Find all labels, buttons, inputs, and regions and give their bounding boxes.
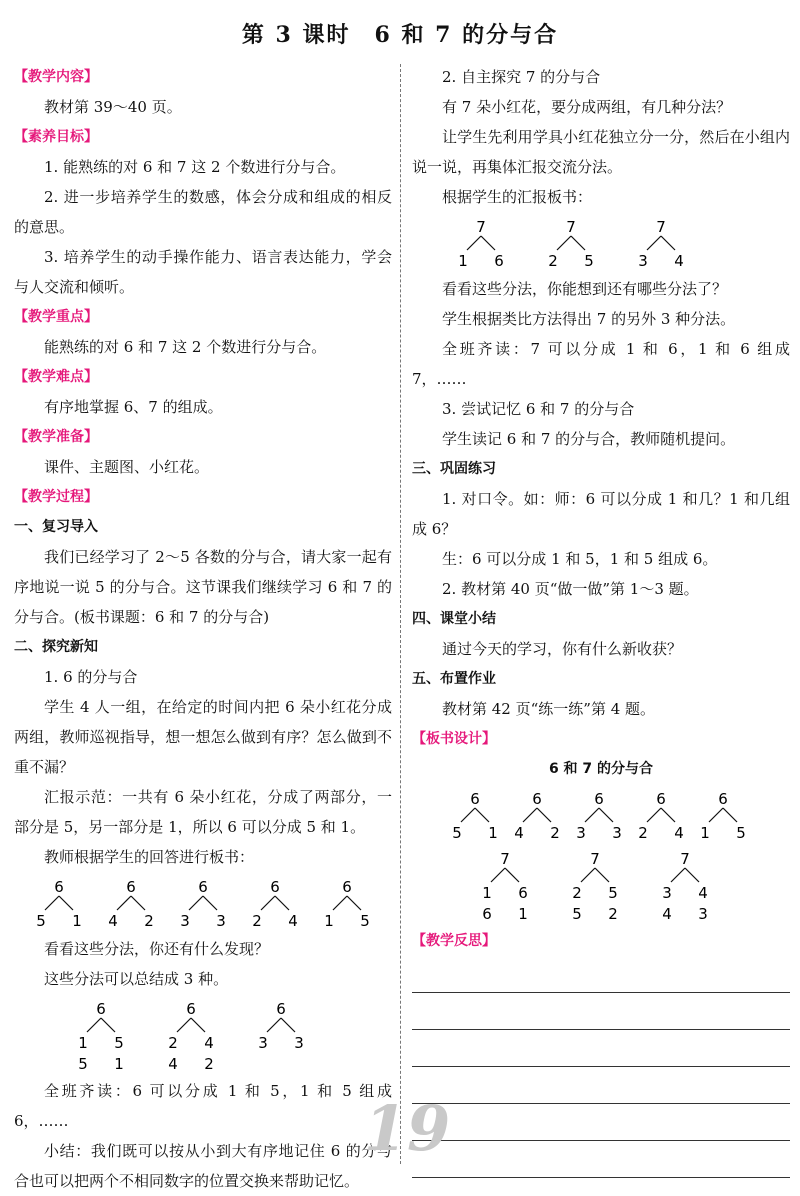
decomp-total: 6 xyxy=(54,878,64,896)
decomposition-diagram xyxy=(248,876,302,932)
decomp-branch-left xyxy=(333,896,347,910)
decomp-total: 7 xyxy=(680,850,690,868)
decomp-part-left: 5 xyxy=(36,912,46,930)
decomp-part-right: 4 xyxy=(674,252,684,270)
decomp-branch-right xyxy=(131,896,145,910)
decomp-branch-left xyxy=(87,1018,101,1032)
decomp-total: 6 xyxy=(342,878,352,896)
decomp-part-left: 3 xyxy=(180,912,190,930)
decomp-part-right-swapped: 2 xyxy=(204,1055,214,1073)
decomposition-diagram xyxy=(658,848,712,924)
decomp-part-right-swapped: 1 xyxy=(518,905,528,923)
column-divider xyxy=(400,64,401,1164)
decomp-part-left: 3 xyxy=(258,1034,268,1052)
right-para-7: 学生读记 6 和 7 的分与合，教师随机提问。 xyxy=(442,430,736,448)
decomp-part-right: 5 xyxy=(736,824,746,842)
decomp-total: 7 xyxy=(566,218,576,236)
decomposition-diagram xyxy=(544,216,598,272)
decomp-part-right: 2 xyxy=(144,912,154,930)
explore-para-6: 全班齐读：6 可以分成 1 和 5，1 和 5 组成 6，…… xyxy=(14,1082,392,1130)
explore-sub-1: 1. 6 的分与合 xyxy=(44,668,138,686)
decomp-6-row xyxy=(14,876,392,932)
decomp-part-left: 1 xyxy=(324,912,334,930)
decomp-part-right: 4 xyxy=(204,1034,214,1052)
decomposition-diagram xyxy=(32,876,86,932)
difficult-text: 有序地掌握 6、7 的组成。 xyxy=(44,398,223,416)
decomp-part-right: 3 xyxy=(612,824,622,842)
decomp-branch-left xyxy=(189,896,203,910)
decomp-part-left: 2 xyxy=(252,912,262,930)
decomp-branch-left xyxy=(585,808,599,822)
tag-process: 【教学过程】 xyxy=(14,489,98,505)
decomp-branch-right xyxy=(475,808,489,822)
board-title: 6 和 7 的分与合 xyxy=(548,761,654,777)
right-para-4: 看看这些分法，你能想到还有哪些分法了？ xyxy=(442,280,728,298)
decomp-part-right: 5 xyxy=(114,1034,124,1052)
goal-1: 1. 能熟练的对 6 和 7 这 2 个数进行分与合。 xyxy=(44,158,346,176)
decomp-part-right-swapped: 3 xyxy=(698,905,708,923)
decomp-total: 6 xyxy=(96,1000,106,1018)
decomp-part-left-swapped: 4 xyxy=(168,1055,178,1073)
decomp-total: 6 xyxy=(186,1000,196,1018)
decomposition-diagram xyxy=(696,788,750,844)
decomp-total: 6 xyxy=(594,790,604,808)
section-summary: 四、课堂小结 xyxy=(412,611,496,627)
decomp-total: 7 xyxy=(476,218,486,236)
decomposition-diagram xyxy=(478,848,532,924)
homework-para: 教材第 42 页“练一练”第 4 题。 xyxy=(442,700,656,718)
decomp-total: 6 xyxy=(470,790,480,808)
reflection-line[interactable] xyxy=(412,1030,790,1067)
decomp-part-left: 3 xyxy=(576,824,586,842)
decomp-part-right-swapped: 2 xyxy=(608,905,618,923)
decomp-branch-left xyxy=(117,896,131,910)
decomp-part-right: 1 xyxy=(488,824,498,842)
decomposition-diagram xyxy=(454,216,508,272)
tag-teaching-content: 【教学内容】 xyxy=(14,69,98,85)
summary-para: 通过今天的学习，你有什么新收获？ xyxy=(442,640,683,658)
right-para-5: 学生根据类比方法得出 7 的另外 3 种分法。 xyxy=(442,310,736,328)
decomp-total: 7 xyxy=(590,850,600,868)
decomp-6-summary-row xyxy=(14,998,392,1074)
decomposition-diagram xyxy=(104,876,158,932)
section-explore: 二、探究新知 xyxy=(14,639,98,655)
decomp-total: 6 xyxy=(270,878,280,896)
content-text: 教材第 39～40 页。 xyxy=(44,98,182,116)
decomp-total: 7 xyxy=(500,850,510,868)
decomp-part-left-swapped: 4 xyxy=(662,905,672,923)
decomp-part-right: 6 xyxy=(494,252,504,270)
explore-para-4: 看看这些分法，你还有什么发现？ xyxy=(44,940,270,958)
tag-goals: 【素养目标】 xyxy=(14,129,98,145)
review-text: 我们已经学习了 2～5 各数的分与合，请大家一起有序地说一说 5 的分与合。这节课我们继续学习 6 和 7 的分与合。(板书课题：6 和 7 的分与合) xyxy=(14,548,392,626)
decomp-part-right: 6 xyxy=(518,884,528,902)
decomposition-diagram xyxy=(164,998,218,1074)
decomp-branch-left xyxy=(491,868,505,882)
decomp-branch-right xyxy=(661,236,675,250)
reflection-line[interactable] xyxy=(412,1104,790,1141)
decomp-part-left: 2 xyxy=(548,252,558,270)
decomp-branch-right xyxy=(571,236,585,250)
decomp-branch-left xyxy=(261,896,275,910)
decomp-part-right: 5 xyxy=(608,884,618,902)
decomposition-diagram xyxy=(634,216,688,272)
decomposition-diagram xyxy=(254,998,308,1074)
decomp-branch-left xyxy=(177,1018,191,1032)
explore-sub-3: 3. 尝试记忆 6 和 7 的分与合 xyxy=(442,400,635,418)
decomp-total: 6 xyxy=(532,790,542,808)
key-text: 能熟练的对 6 和 7 这 2 个数进行分与合。 xyxy=(44,338,327,356)
right-para-3: 根据学生的汇报板书： xyxy=(442,188,593,206)
decomposition-diagram xyxy=(572,788,626,844)
board-7-row xyxy=(412,848,790,924)
decomp-branch-right xyxy=(191,1018,205,1032)
decomp-part-left: 1 xyxy=(700,824,710,842)
decomp-part-right-swapped: 1 xyxy=(114,1055,124,1073)
decomp-branch-right xyxy=(661,808,675,822)
decomp-part-right: 3 xyxy=(294,1034,304,1052)
decomp-part-left-swapped: 6 xyxy=(482,905,492,923)
decomp-branch-left xyxy=(267,1018,281,1032)
decomp-branch-left xyxy=(557,236,571,250)
decomp-part-left: 4 xyxy=(108,912,118,930)
left-column xyxy=(14,62,392,1196)
right-para-2: 让学生先利用学具小红花独立分一分，然后在小组内说一说，再集体汇报交流分法。 xyxy=(412,128,790,176)
decomp-branch-right xyxy=(281,1018,295,1032)
decomp-part-left: 2 xyxy=(638,824,648,842)
prep-text: 课件、主题图、小红花。 xyxy=(44,458,210,476)
practice-para-3: 2. 教材第 40 页“做一做”第 1～3 题。 xyxy=(442,580,699,598)
decomp-branch-right xyxy=(59,896,73,910)
section-homework: 五、布置作业 xyxy=(412,671,496,687)
decomp-part-left: 2 xyxy=(572,884,582,902)
decomp-branch-left xyxy=(671,868,685,882)
decomposition-diagram xyxy=(510,788,564,844)
decomposition-diagram xyxy=(176,876,230,932)
reflection-lines xyxy=(412,956,790,1178)
decomp-branch-right xyxy=(537,808,551,822)
decomp-part-left: 2 xyxy=(168,1034,178,1052)
decomposition-diagram xyxy=(320,876,374,932)
page-number: 19 xyxy=(363,1092,451,1165)
explore-para-3: 教师根据学生的回答进行板书： xyxy=(44,848,255,866)
decomp-part-left-swapped: 5 xyxy=(572,905,582,923)
decomp-part-left: 3 xyxy=(662,884,672,902)
decomp-total: 6 xyxy=(198,878,208,896)
decomp-branch-right xyxy=(685,868,699,882)
decomp-part-right: 5 xyxy=(584,252,594,270)
decomp-total: 6 xyxy=(276,1000,286,1018)
tag-board-design: 【板书设计】 xyxy=(412,731,496,747)
explore-para-1: 学生 4 人一组，在给定的时间内把 6 朵小红花分成两组，教师巡视指导，想一想怎么做到有序？怎么做到不重不漏？ xyxy=(14,698,392,776)
tag-preparation: 【教学准备】 xyxy=(14,429,98,445)
decomp-branch-left xyxy=(467,236,481,250)
reflection-line[interactable] xyxy=(412,956,790,993)
decomp-branch-right xyxy=(203,896,217,910)
explore-para-2: 汇报示范：一共有 6 朵小红花，分成了两部分，一部分是 5，另一部分是 1，所以 6 可以分成 5 和 1。 xyxy=(14,788,392,836)
decomp-part-right: 2 xyxy=(550,824,560,842)
decomp-branch-left xyxy=(461,808,475,822)
decomp-branch-left xyxy=(581,868,595,882)
decomp-branch-right xyxy=(347,896,361,910)
decomp-part-right: 4 xyxy=(288,912,298,930)
decomp-branch-right xyxy=(723,808,737,822)
decomp-branch-left xyxy=(45,896,59,910)
explore-para-7: 小结：我们既可以按从小到大有序地记住 6 的分与合也可以把两个不相同数字的位置交换来帮助记忆。 xyxy=(14,1142,392,1190)
right-para-6: 全班齐读：7 可以分成 1 和 6，1 和 6 组成 7，…… xyxy=(412,340,790,388)
reflection-line[interactable] xyxy=(412,1141,790,1178)
right-para-1: 有 7 朵小红花，要分成两组，有几种分法？ xyxy=(442,98,732,116)
explore-sub-2: 2. 自主探究 7 的分与合 xyxy=(442,68,601,86)
decomp-total: 7 xyxy=(656,218,666,236)
tag-key-points: 【教学重点】 xyxy=(14,309,98,325)
decomp-branch-left xyxy=(647,236,661,250)
board-6-row xyxy=(412,788,790,844)
decomp-total: 6 xyxy=(656,790,666,808)
decomp-branch-right xyxy=(505,868,519,882)
decomp-part-left: 1 xyxy=(458,252,468,270)
explore-para-5: 这些分法可以总结成 3 种。 xyxy=(44,970,229,988)
decomposition-diagram xyxy=(448,788,502,844)
decomp-branch-right xyxy=(481,236,495,250)
goal-2: 2. 进一步培养学生的数感，体会分成和组成的相反的意思。 xyxy=(14,188,392,236)
reflection-line[interactable] xyxy=(412,1067,790,1104)
goal-3: 3. 培养学生的动手操作能力、语言表达能力，学会与人交流和倾听。 xyxy=(14,248,392,296)
decomp-part-right: 3 xyxy=(216,912,226,930)
decomp-total: 6 xyxy=(126,878,136,896)
decomp-part-left: 3 xyxy=(638,252,648,270)
practice-para-2: 生：6 可以分成 1 和 5，1 和 5 组成 6。 xyxy=(442,550,718,568)
reflection-line[interactable] xyxy=(412,993,790,1030)
decomp-part-right: 5 xyxy=(360,912,370,930)
decomp-branch-left xyxy=(523,808,537,822)
decomp-7-row xyxy=(412,216,790,272)
decomp-branch-right xyxy=(595,868,609,882)
section-practice: 三、巩固练习 xyxy=(412,461,496,477)
decomp-branch-left xyxy=(709,808,723,822)
tag-reflection: 【教学反思】 xyxy=(412,933,496,949)
decomp-branch-right xyxy=(101,1018,115,1032)
decomp-part-right: 4 xyxy=(698,884,708,902)
decomp-part-right: 1 xyxy=(72,912,82,930)
decomposition-diagram xyxy=(568,848,622,924)
page-title: 第 3 课时 6 和 7 的分与合 xyxy=(241,22,559,48)
decomp-part-left-swapped: 5 xyxy=(78,1055,88,1073)
decomp-part-left: 4 xyxy=(514,824,524,842)
decomp-part-right: 4 xyxy=(674,824,684,842)
decomp-branch-left xyxy=(647,808,661,822)
decomp-part-left: 1 xyxy=(482,884,492,902)
tag-difficulties: 【教学难点】 xyxy=(14,369,98,385)
decomposition-diagram xyxy=(634,788,688,844)
practice-para-1: 1. 对口令。如：师：6 可以分成 1 和几？1 和几组成 6？ xyxy=(412,490,790,538)
decomp-part-left: 1 xyxy=(78,1034,88,1052)
decomp-branch-right xyxy=(599,808,613,822)
right-column xyxy=(412,62,790,1178)
decomp-part-left: 5 xyxy=(452,824,462,842)
section-review: 一、复习导入 xyxy=(14,519,98,535)
decomposition-diagram xyxy=(74,998,128,1074)
decomp-total: 6 xyxy=(718,790,728,808)
decomp-branch-right xyxy=(275,896,289,910)
